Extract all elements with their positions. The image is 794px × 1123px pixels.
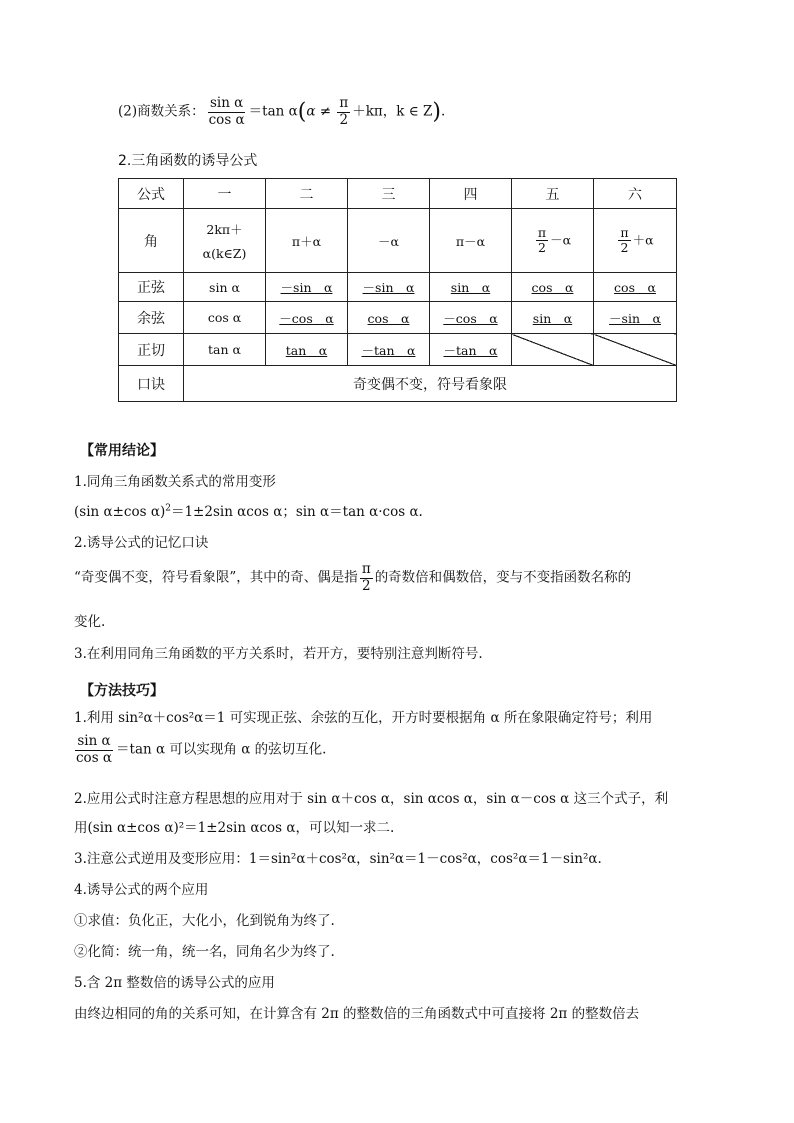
value-cell: cos α	[348, 302, 430, 334]
angle-cell: 2kπ＋ α(k∈Z)	[184, 209, 266, 273]
angle-cell: $\frac{\pi}{2}$ ＋α	[594, 209, 677, 273]
sin-over-cos: $\frac{\text{sin α}}{\text{cos α}}$	[208, 95, 245, 128]
table-cosine-row	[119, 302, 677, 334]
text-line: 1.同角三角函数关系式的常用变形	[74, 474, 276, 490]
header-cell: 二	[266, 179, 348, 209]
methods-title: 【方法技巧】	[80, 683, 164, 699]
text-line: ①求值：负化正，大化小，化到锐角为终了.	[74, 913, 335, 929]
text-line: 3.在利用同角三角函数的平方关系时，若开方，要特别注意判断符号.	[74, 646, 483, 662]
text-line: 5.含 2π 整数倍的诱导公式的应用	[74, 975, 275, 991]
pi-over-two: $\frac{\pi}{2}$	[339, 95, 349, 128]
angle-cell: π＋α	[266, 209, 348, 273]
empty-diagonal-cell	[594, 334, 677, 366]
text-line: 2.应用公式时注意方程思想的应用对于 sin α＋cos α，sin αcos α，sin α－cos α 这三个式子，利	[74, 791, 669, 807]
value-cell: －cos α	[430, 302, 512, 334]
table-angle-row	[119, 209, 677, 273]
header-cell: 五	[512, 179, 594, 209]
row-label: 余弦	[119, 302, 184, 334]
value-cell: tan α	[184, 334, 266, 366]
header-cell: 三	[348, 179, 430, 209]
value-cell: －tan α	[430, 334, 512, 366]
text-line: $\frac{\text{sin α}}{\text{cos α}}$ ＝tan α 可以实现角 α 的弦切互化.	[76, 733, 327, 766]
table-header-row	[119, 179, 677, 209]
text-line: “奇变偶不变，符号看象限”，其中的奇、偶是指 $\frac{\pi}{2}$ 的奇数倍和偶数倍，变与不变指函数名称的	[74, 561, 632, 594]
text-line: (sin α±cos α)$^2$＝1±2sin αcos α；sin α＝tan α·cos α.	[74, 503, 423, 520]
value-cell: cos α	[184, 302, 266, 334]
induction-formula-table	[118, 178, 677, 402]
table-sine-row	[119, 273, 677, 302]
angle-cell: －α	[348, 209, 430, 273]
common-conclusions-title: 【常用结论】	[80, 443, 164, 459]
table-mnemonic-row	[119, 366, 677, 402]
text-line: 4.诱导公式的两个应用	[74, 882, 209, 898]
text-line: 由终边相同的角的关系可知，在计算含有 2π 的整数倍的三角函数式中可直接将 2π 的整数倍去	[74, 1006, 640, 1022]
angle-cell: π－α	[430, 209, 512, 273]
header-cell: 四	[430, 179, 512, 209]
text-line: 变化.	[74, 614, 106, 630]
table-tangent-row	[119, 334, 677, 366]
text-line: 1.利用 sin²α＋cos²α＝1 可实现正弦、余弦的互化，开方时要根据角 α 所在象限确定符号；利用	[74, 710, 653, 726]
header-cell: 一	[184, 179, 266, 209]
value-cell: －sin α	[266, 273, 348, 302]
row-label: 正切	[119, 334, 184, 366]
section-title-induction: 2.三角函数的诱导公式	[118, 153, 258, 169]
value-cell: －tan α	[348, 334, 430, 366]
text-line: 3.注意公式逆用及变形应用：1＝sin²α＋cos²α，sin²α＝1－cos²α，cos²α＝1－sin²α.	[74, 851, 602, 867]
value-cell: sin α	[184, 273, 266, 302]
mnemonic-cell: 奇变偶不变，符号看象限	[184, 366, 677, 402]
value-cell: sin α	[512, 302, 594, 334]
value-cell: cos α	[512, 273, 594, 302]
text-line: 2.诱导公式的记忆口诀	[74, 535, 209, 551]
text-line: ②化简：统一角，统一名，同角名少为终了.	[74, 944, 335, 960]
quotient-relation: (2)商数关系： $\frac{\text{sin α}}{\text{cos α}}$ ＝tan α(α ≠ $\frac{\pi}{2}$ ＋kπ，k ∈ Z).	[118, 95, 446, 128]
angle-cell: $\frac{\pi}{2}$ －α	[512, 209, 594, 273]
value-cell: －cos α	[266, 302, 348, 334]
header-cell: 六	[594, 179, 677, 209]
value-cell: －sin α	[348, 273, 430, 302]
header-cell: 公式	[119, 179, 184, 209]
row-label: 正弦	[119, 273, 184, 302]
value-cell: －sin α	[594, 302, 677, 334]
quotient-label: (2)商数关系：	[118, 103, 205, 120]
value-cell: cos α	[594, 273, 677, 302]
value-cell: tan α	[266, 334, 348, 366]
value-cell: sin α	[430, 273, 512, 302]
empty-diagonal-cell	[512, 334, 594, 366]
text-line: 用(sin α±cos α)²＝1±2sin αcos α，可以知一求二.	[74, 820, 395, 836]
row-label: 口诀	[119, 366, 184, 402]
row-label: 角	[119, 209, 184, 273]
